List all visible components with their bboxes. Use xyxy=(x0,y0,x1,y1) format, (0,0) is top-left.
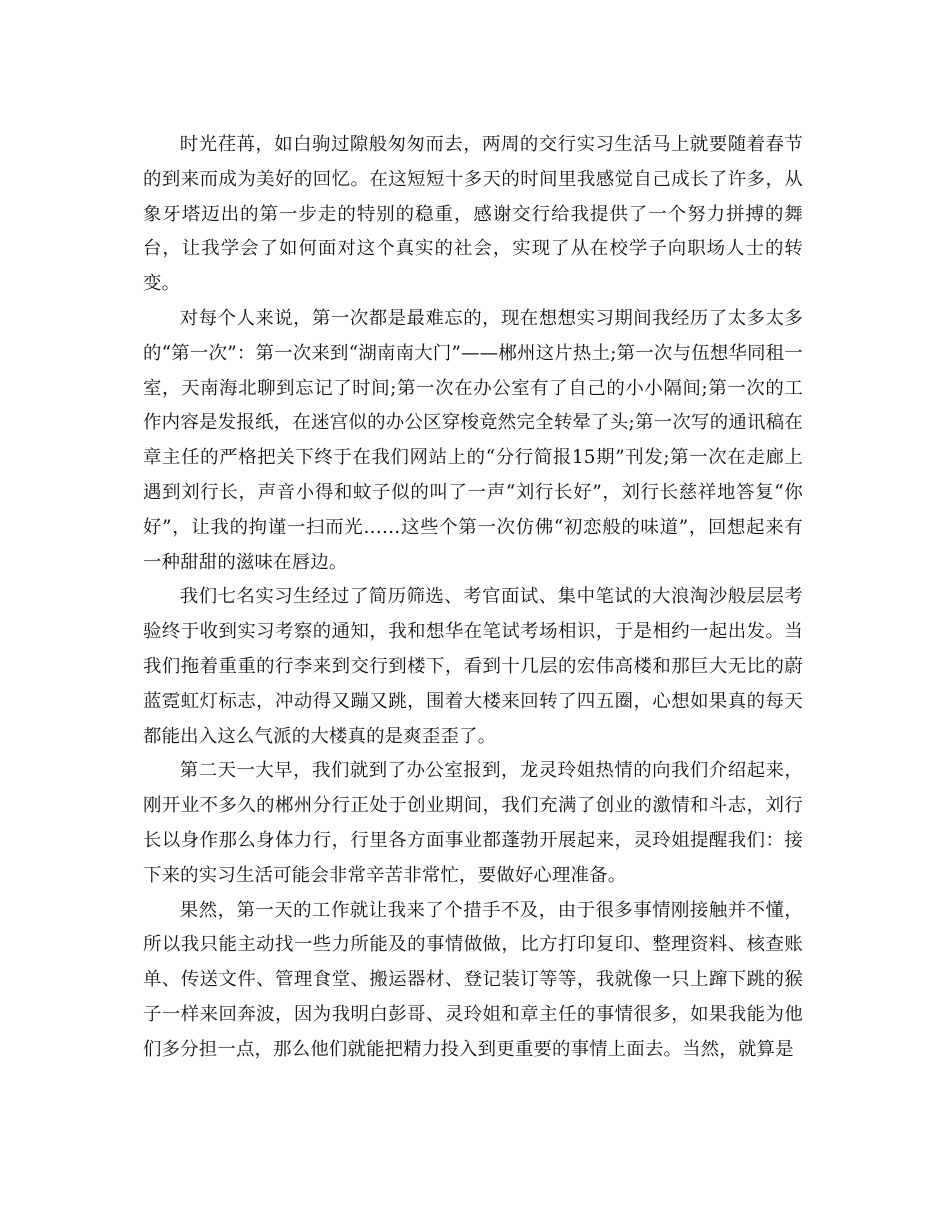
paragraph-4: 第二天一大早，我们就到了办公室报到，龙灵玲姐热情的向我们介绍起来，刚开业不多久的郴州分行正处于创业期间，我们充满了创业的激情和斗志，刘行长以身作那么身体力行，行里各方面事业都蓬勃开展起来，灵玲姐提醒我们：接下来的实习生活可能会非常辛苦非常忙，要做好心理准备。 xyxy=(143,760,803,886)
paragraph-1: 时光荏苒，如白驹过隙般匆匆而去，两周的交行实习生活马上就要随着春节的到来而成为美好的回忆。在这短短十多天的时间里我感觉自己成长了许多，从象牙塔迈出的第一步走的特别的稳重，感谢交行给我提供了一个努力拼搏的舞台，让我学会了如何面对这个真实的社会，实现了从在校学子向职场人士的转变。 xyxy=(143,134,803,295)
document-page xyxy=(143,128,803,1068)
paragraph-3: 我们七名实习生经过了简历筛选、考官面试、集中笔试的大浪淘沙般层层考验终于收到实习考察的通知，我和想华在笔试考场相识，于是相约一起出发。当我们拖着重重的行李来到交行到楼下，看到十几层的宏伟高楼和那巨大无比的蔚蓝霓虹灯标志，冲动得又蹦又跳，围着大楼来回转了四五圈，心想如果真的每天都能出入这么气派的大楼真的是爽歪歪了。 xyxy=(143,586,803,747)
paragraph-5: 果然，第一天的工作就让我来了个措手不及，由于很多事情刚接触并不懂，所以我只能主动找一些力所能及的事情做做，比方打印复印、整理资料、核查账单、传送文件、管理食堂、搬运器材、登记装订等等，我就像一只上蹿下跳的猴子一样来回奔波，因为我明白彭哥、灵玲姐和章主任的事情很多，如果我能为他们多分担一点，那么他们就能把精力投入到更重要的事情上面去。当然，就算是 xyxy=(143,899,803,1060)
paragraph-2: 对每个人来说，第一次都是最难忘的，现在想想实习期间我经历了太多太多的“第一次”：第一次来到“湖南南大门”——郴州这片热土;第一次与伍想华同租一室，天南海北聊到忘记了时间;第一次在办公室有了自己的小小隔间;第一次的工作内容是发报纸，在迷宫似的办公区穿梭竟然完全转晕了头;第一次写的通讯稿在章主任的严格把关下终于在我们网站上的“分行简报15期”刊发;第一次在走廊上遇到刘行长，声音小得和蚊子似的叫了一声“刘行长好”，刘行长慈祥地答复“你好”，让我的拘谨一扫而光……这些个第一次仿佛“初恋般的味道”，回想起来有一种甜甜的滋味在唇边。 xyxy=(143,307,803,573)
